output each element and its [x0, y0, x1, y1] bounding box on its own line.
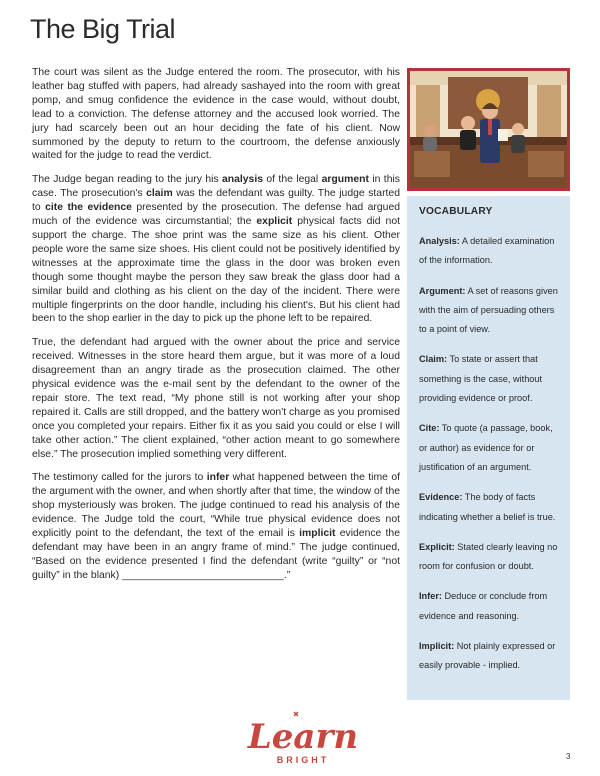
logo-icon	[238, 710, 368, 770]
term-analysis: analysis	[221, 174, 263, 186]
vocab-entry-cite: Cite: To quote (a passage, book, or author) as evidence for or justification of an argument.	[419, 423, 553, 472]
vocab-entry-analysis: Analysis: A detailed examination of the information.	[419, 236, 555, 266]
story-paragraph-2: The Judge began reading to the jury his analysis of the legal argument in this case. The prosecution's claim was the defendant was guilty. The judge started to cite the evidence presented by the prosecution. The defense had argued much of the evidence was circumstantial; the explicit physical facts did not support the charge. The shoe print was the same size as his client. Other people wore the same size shoes. His client could not be positively identified by witnesses at the approximate time the glass in the door was broken even though some thought maybe the person they saw break the glass door had a similar build and clothing as his client on the day of the incident. There were multiple fingerprints on the door handle, including his client's. But his client had been to the shop earlier in the day to pick up the phone left to be repaired.	[32, 174, 400, 325]
term-implicit: implicit	[299, 528, 336, 540]
story-paragraph-4: The testimony called for the jurors to infer what happened between the time of the argument with the owner, and when shortly after that time, the window of the shop mysteriously was broken. The judge continued to read his analysis of the evidence. The Judge told the court, “While true physical evidence does not explicitly point to the defendant, the text of the email is implicit evidence the defendant may have been in an angry frame of mind.” The judge continued, “Based on the evidence presented I find the defendant (write “guilty” or “not guilty” in the blank) ____________________________.”	[32, 472, 400, 581]
vocab-entry-claim: Claim: To state or assert that something is the case, without providing evidence or proof.	[419, 354, 543, 404]
logo-word: Learn	[247, 717, 359, 757]
vocab-entry-argument: Argument: A set of reasons given with the aim of persuading others to a point of view.	[419, 285, 558, 335]
story-paragraph-1: The court was silent as the Judge entered the room. The prosecutor, with his leather bag stuffed with papers, had already sashayed into the room with great pomp, and smug confidence the evidence in the case would, without doubt, lead to a conviction. The defense attorney and the accused look worried. The jury had scarcely been out an hour deciding the fate of his client. Now summoned by the deputy to return to the courtroom, the defense anxiously waited for the judge to read the verdict.	[32, 67, 400, 162]
term-argument: argument	[321, 174, 369, 186]
vocab-entry-implicit: Implicit: Not plainly expressed or easily provable - implied.	[419, 641, 556, 671]
term-claim: claim	[146, 188, 173, 200]
term-infer: infer	[206, 472, 230, 484]
term-cite-evidence: cite the evidence	[45, 202, 132, 214]
vocab-entry-explicit: Explicit: Stated clearly leaving no room for confusion or doubt.	[419, 541, 558, 572]
term-explicit: explicit	[256, 216, 293, 228]
vocab-entry-infer: Infer: Deduce or conclude from evidence and reasoning.	[419, 591, 548, 621]
story-text	[32, 66, 400, 593]
story-paragraph-3: True, the defendant had argued with the owner about the price and service received. Witnesses in the store heard them argue, but it was more of a loud disagreement than an angry tirade as the prosecution claimed. The other physical evidence was the e-mail sent by the defendant to the owner of the repair store. The text read, “My phone still is not working after your shop repaired it. Calls are still dropped, and the battery won't charge as you promised once you completed your repairs. Either fix it as you said you could or else I will take other action.” The client explained, “other action meant to go somewhere else.” The prosecution implied something very different.	[32, 337, 400, 460]
vocabulary-heading: VOCABULARY	[419, 206, 493, 217]
page-title: The Big Trial	[30, 14, 176, 44]
vocab-entry-evidence: Evidence: The body of facts indicating whether a belief is true.	[419, 492, 556, 522]
courtroom-illustration	[407, 68, 570, 191]
learn-bright-logo	[238, 710, 368, 770]
page-number: 3	[566, 752, 571, 761]
courtroom-icon	[410, 71, 567, 188]
logo-sub: BRIGHT	[276, 755, 330, 765]
vocabulary-box	[407, 196, 570, 700]
